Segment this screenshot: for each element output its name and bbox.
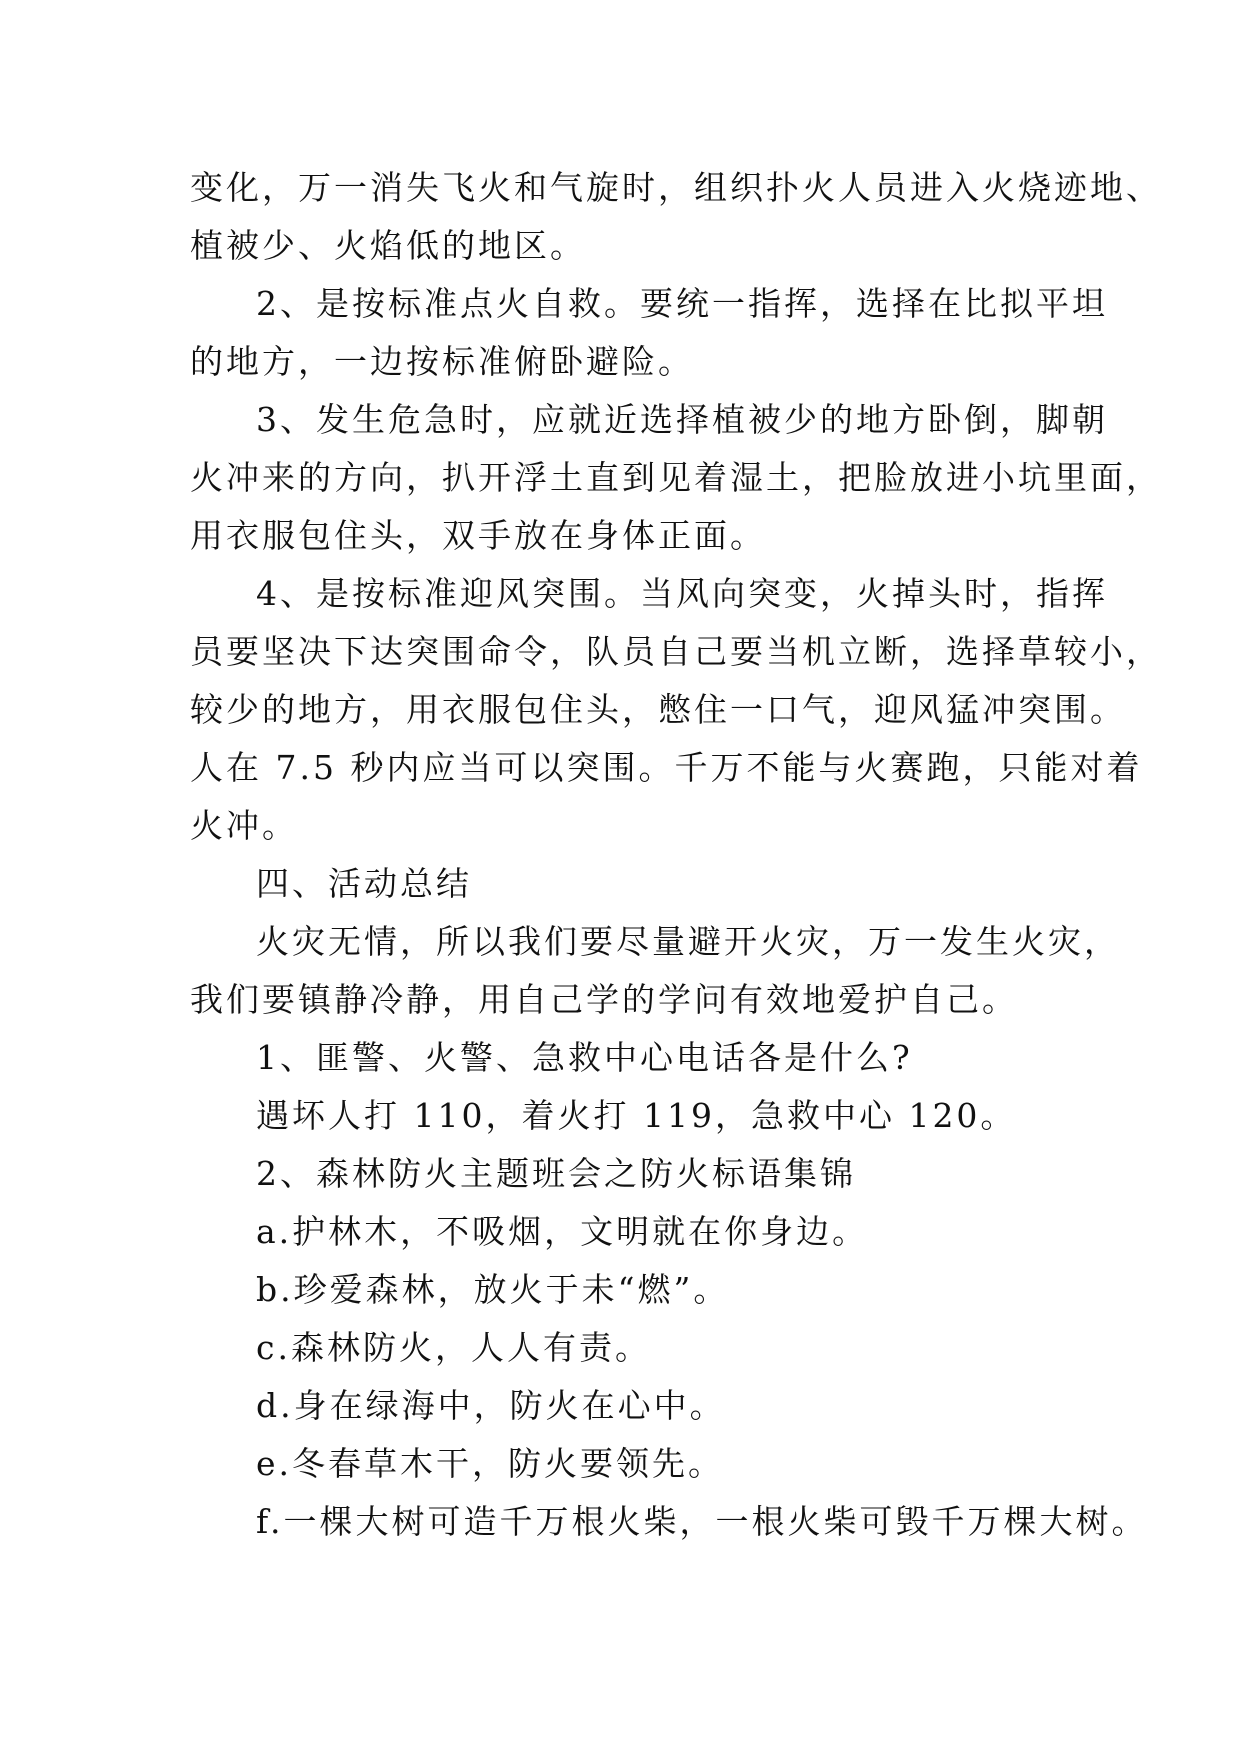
- text-line: 我们要镇静冷静，用自己学的学问有效地爱护自己。: [190, 980, 1018, 1019]
- text-line: 1、匪警、火警、急救中心电话各是什么?: [256, 1038, 913, 1077]
- list-item: e.冬春草木干，防火要领先。: [256, 1444, 725, 1483]
- text-line: 遇坏人打 110，着火打 119，急救中心 120。: [256, 1096, 1017, 1135]
- list-item: d.身在绿海中，防火在心中。: [256, 1386, 726, 1425]
- text-line: 的地方，一边按标准俯卧避险。: [190, 342, 694, 381]
- list-item: f.一棵大树可造千万根火柴，一根火柴可毁千万棵大树。: [256, 1502, 1148, 1541]
- list-item: c.森林防火，人人有责。: [256, 1328, 651, 1367]
- text-line: 2、森林防火主题班会之防火标语集锦: [256, 1154, 856, 1193]
- text-line: 员要坚决下达突围命令，队员自己要当机立断，选择草较小，: [190, 632, 1162, 671]
- text-line: 火冲来的方向，扒开浮土直到见着湿土，把脸放进小坑里面，: [190, 458, 1162, 497]
- section-heading: 四、活动总结: [256, 864, 472, 903]
- text-line: 火冲。: [190, 806, 298, 845]
- text-line: 变化，万一消失飞火和气旋时，组织扑火人员进入火烧迹地、: [190, 168, 1162, 207]
- text-line: 火灾无情，所以我们要尽量避开火灾，万一发生火灾，: [256, 922, 1120, 961]
- list-item: a.护林木，不吸烟，文明就在你身边。: [256, 1212, 869, 1251]
- list-item: b.珍爱森林，放火于未“燃”。: [256, 1270, 730, 1309]
- text-line: 4、是按标准迎风突围。当风向突变，火掉头时，指挥: [256, 574, 1108, 613]
- text-line: 用衣服包住头，双手放在身体正面。: [190, 516, 766, 555]
- text-line: 2、是按标准点火自救。要统一指挥，选择在比拟平坦: [256, 284, 1108, 323]
- text-line: 植被少、火焰低的地区。: [190, 226, 586, 265]
- text-line: 3、发生危急时，应就近选择植被少的地方卧倒，脚朝: [256, 400, 1108, 439]
- text-line: 较少的地方，用衣服包住头，憋住一口气，迎风猛冲突围。: [190, 690, 1126, 729]
- text-line: 人在 7.5 秒内应当可以突围。千万不能与火赛跑，只能对着: [190, 748, 1143, 787]
